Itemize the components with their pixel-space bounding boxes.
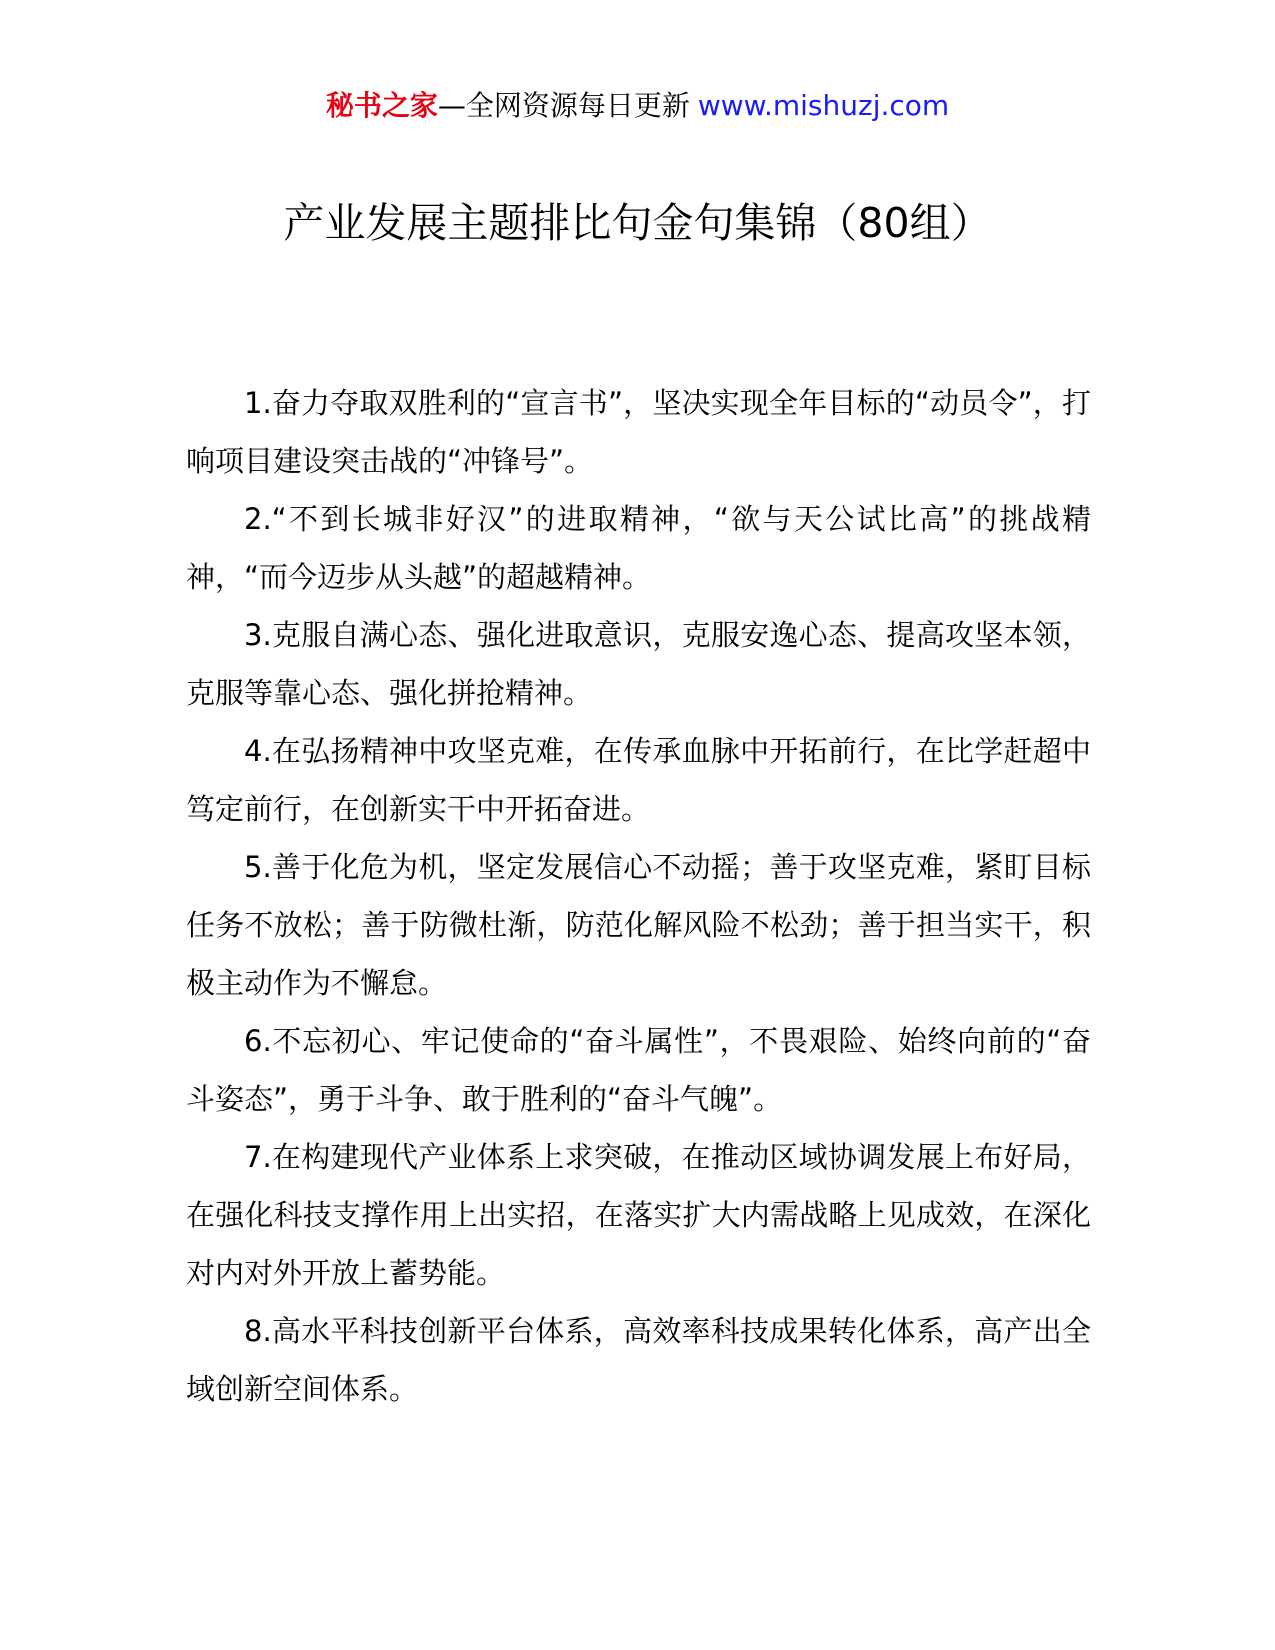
paragraph-2: 2.“不到长城非好汉”的进取精神，“欲与天公试比高”的挑战精神，“而今迈步从头越”的超越精神。	[186, 502, 1091, 594]
paragraph-6: 6.不忘初心、牢记使命的“奋斗属性”，不畏艰险、始终向前的“奋斗姿态”，勇于斗争、敢于胜利的“奋斗气魄”。	[186, 1024, 1091, 1116]
brand-name: 秘书之家	[325, 89, 438, 122]
header-tagline: —全网资源每日更新	[437, 89, 690, 122]
paragraph-3: 3.克服自满心态、强化进取意识，克服安逸心态、提高攻坚本领，克服等靠心态、强化拼抢精神。	[186, 618, 1091, 710]
document-title: 产业发展主题排比句金句集锦（80组）	[283, 199, 992, 247]
document-body	[186, 374, 1091, 1418]
paragraph-4: 4.在弘扬精神中攻坚克难，在传承血脉中开拓前行，在比学赶超中笃定前行，在创新实干中开拓奋进。	[186, 734, 1091, 826]
paragraph-8: 8.高水平科技创新平台体系，高效率科技成果转化体系，高产出全域创新空间体系。	[186, 1314, 1091, 1406]
paragraph-5: 5.善于化危为机，坚定发展信心不动摇；善于攻坚克难，紧盯目标任务不放松；善于防微杜渐，防范化解风险不松劲；善于担当实干，积极主动作为不懈怠。	[186, 850, 1091, 1000]
paragraph-1: 1.奋力夺取双胜利的“宣言书”，坚决实现全年目标的“动员令”，打响项目建设突击战的“冲锋号”。	[186, 386, 1091, 478]
site-link[interactable]: www.mishuzj.com	[697, 89, 950, 122]
paragraph-7: 7.在构建现代产业体系上求突破，在推动区域协调发展上布好局，在强化科技支撑作用上出实招，在落实扩大内需战略上见成效，在深化对内对外开放上蓄势能。	[186, 1140, 1091, 1290]
page-header	[0, 86, 1275, 126]
